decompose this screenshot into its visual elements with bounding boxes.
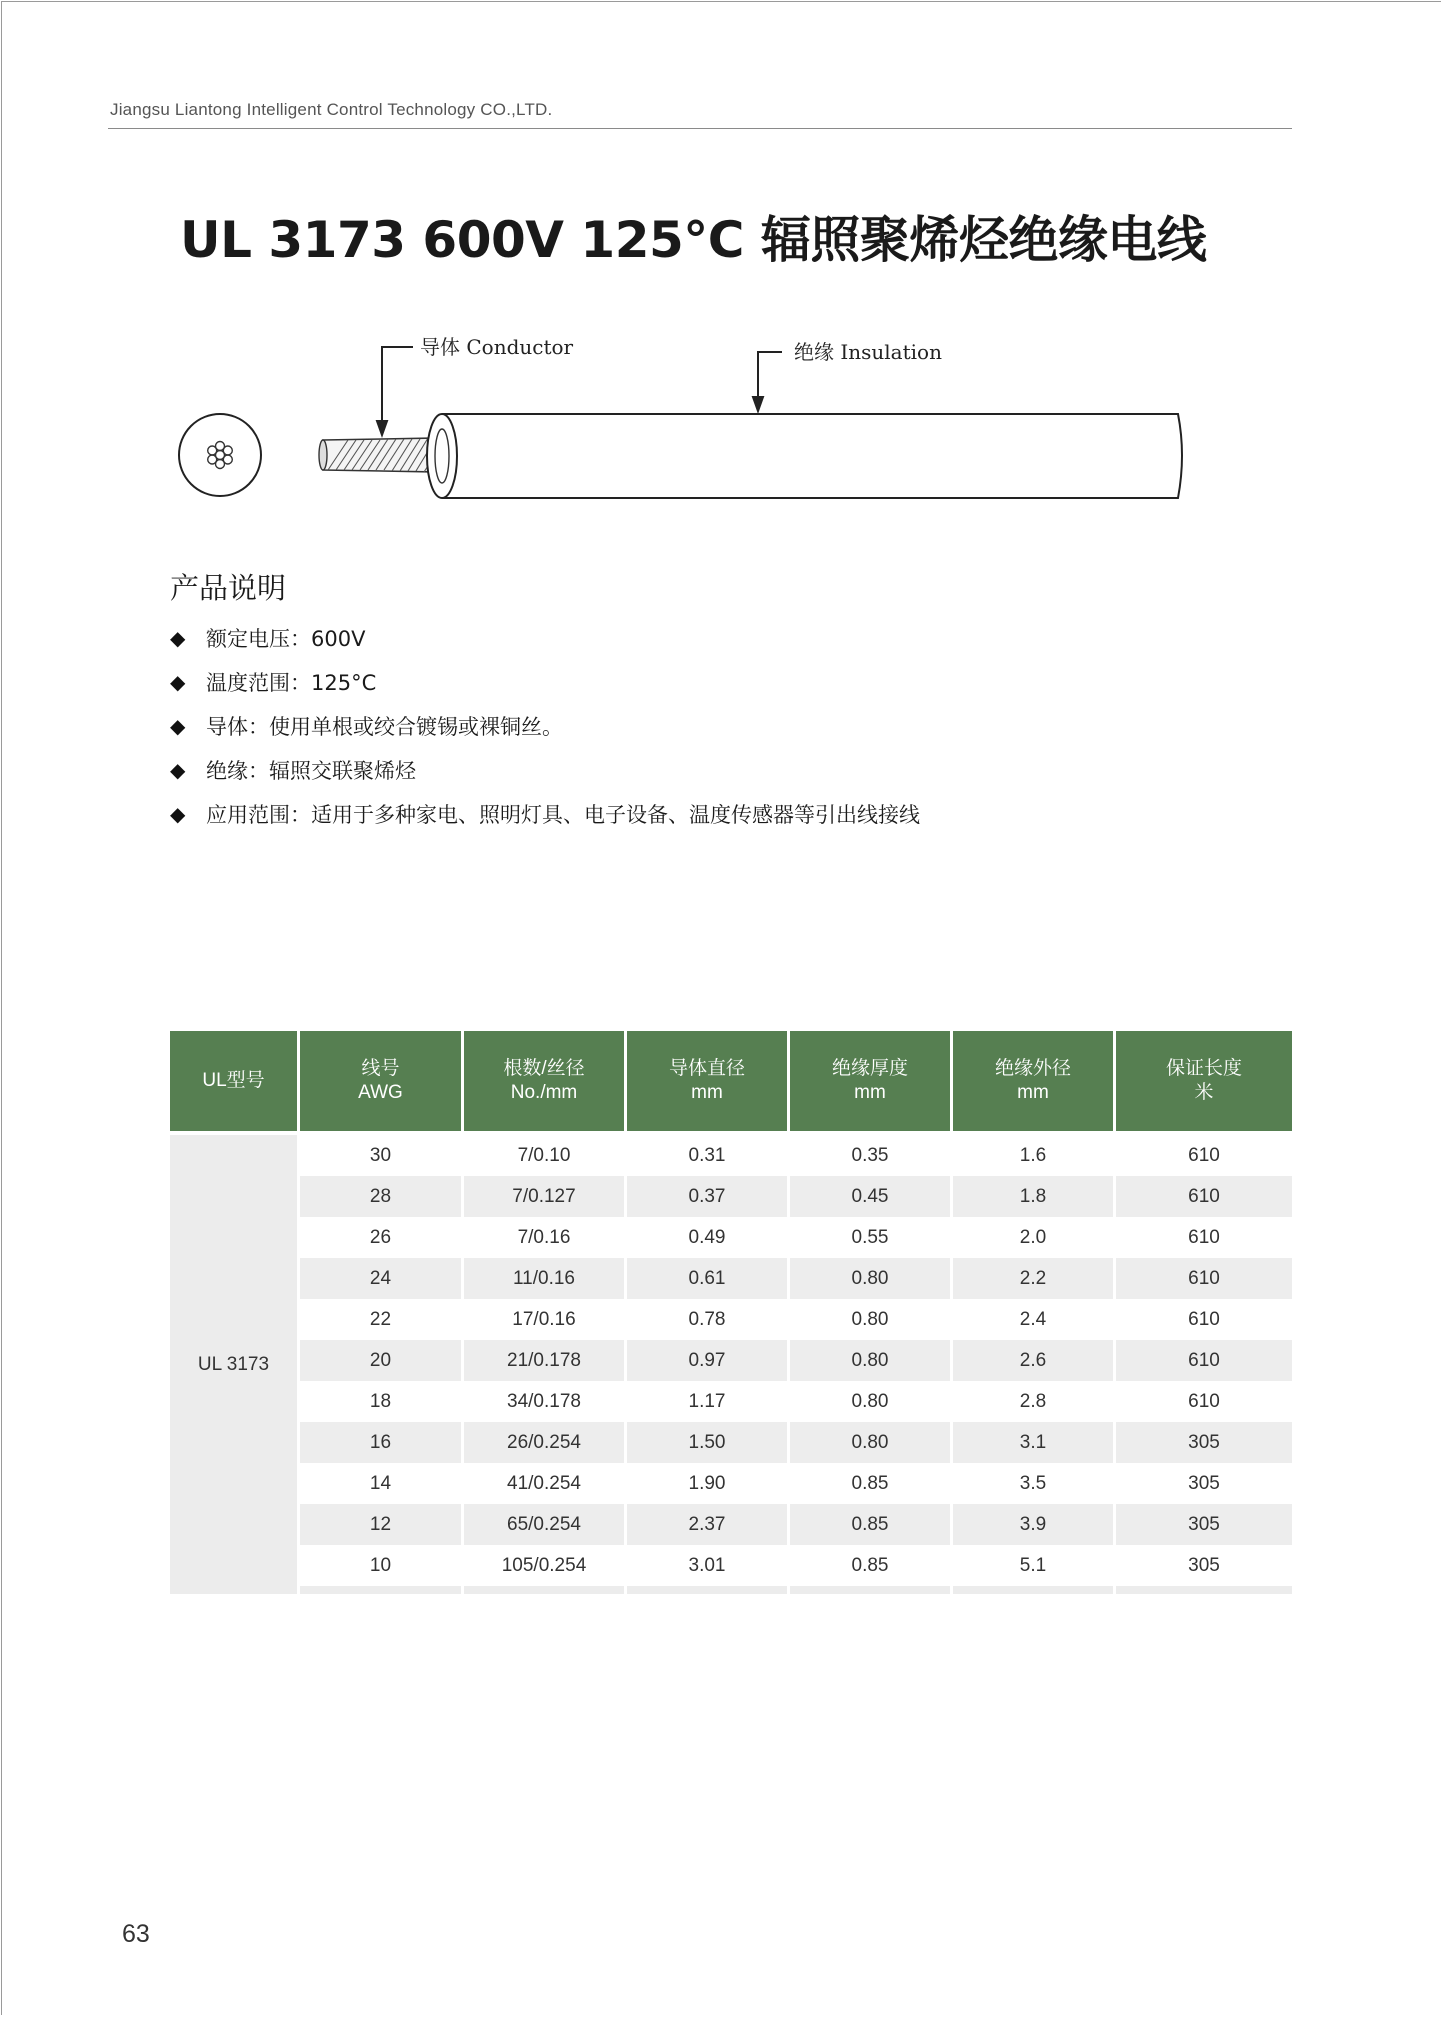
table-footer-strip bbox=[170, 1586, 1292, 1594]
table-row: 22 17/0.16 0.78 0.80 2.4 610 bbox=[170, 1299, 1292, 1340]
header-length: 保证长度 米 bbox=[1116, 1031, 1292, 1131]
page-frame bbox=[1, 1, 1441, 2015]
header-divider bbox=[108, 128, 1292, 129]
description-heading: 产品说明 bbox=[170, 571, 287, 605]
table-row: 12 65/0.254 2.37 0.85 3.9 305 bbox=[170, 1504, 1292, 1545]
list-item: ◆ 温度范围：125°C bbox=[170, 670, 377, 695]
insulation-label: 绝缘 Insulation bbox=[794, 340, 942, 364]
wire-diagram bbox=[160, 310, 1200, 510]
table-header-row bbox=[170, 1031, 1292, 1131]
conductor-strands-illustration bbox=[319, 438, 440, 472]
table-row: 10 105/0.254 3.01 0.85 5.1 305 bbox=[170, 1545, 1292, 1586]
list-item: ◆ 导体：使用单根或绞合镀锡或裸铜丝。 bbox=[170, 714, 563, 739]
company-name: Jiangsu Liantong Intelligent Control Technology CO.,LTD. bbox=[110, 100, 553, 119]
table-row: 18 34/0.178 1.17 0.80 2.8 610 bbox=[170, 1381, 1292, 1422]
table-row: 28 7/0.127 0.37 0.45 1.8 610 bbox=[170, 1176, 1292, 1217]
header-strands: 根数/丝径 No./mm bbox=[464, 1031, 627, 1131]
header-insulation-thickness: 绝缘厚度 mm bbox=[790, 1031, 953, 1131]
description-list bbox=[170, 616, 920, 836]
diamond-bullet-icon: ◆ bbox=[170, 626, 186, 650]
page-number: 63 bbox=[122, 1920, 150, 1948]
header-awg: 线号 AWG bbox=[300, 1031, 464, 1131]
diamond-bullet-icon: ◆ bbox=[170, 714, 186, 738]
spec-table bbox=[170, 1031, 1292, 1594]
diamond-bullet-icon: ◆ bbox=[170, 802, 186, 826]
table-row: 16 26/0.254 1.50 0.80 3.1 305 bbox=[170, 1422, 1292, 1463]
cross-section-illustration bbox=[179, 414, 261, 496]
list-item: ◆ 绝缘：辐照交联聚烯烃 bbox=[170, 758, 416, 783]
page-title: UL 3173 600V 125°C 辐照聚烯烃绝缘电线 bbox=[180, 211, 1207, 269]
insulation-jacket-illustration bbox=[427, 414, 1182, 498]
diamond-bullet-icon: ◆ bbox=[170, 758, 186, 782]
diamond-bullet-icon: ◆ bbox=[170, 670, 186, 694]
list-item: ◆ 应用范围：适用于多种家电、照明灯具、电子设备、温度传感器等引出线接线 bbox=[170, 802, 920, 827]
table-row: UL 3173 30 7/0.10 0.31 0.35 1.6 610 bbox=[170, 1131, 1292, 1176]
header-conductor-diameter: 导体直径 mm bbox=[627, 1031, 790, 1131]
conductor-label: 导体 Conductor bbox=[420, 335, 574, 359]
header-model: UL型号 bbox=[170, 1031, 300, 1131]
header-outer-diameter: 绝缘外径 mm bbox=[953, 1031, 1116, 1131]
table-row: 24 11/0.16 0.61 0.80 2.2 610 bbox=[170, 1258, 1292, 1299]
table-row: 14 41/0.254 1.90 0.85 3.5 305 bbox=[170, 1463, 1292, 1504]
table-row: 26 7/0.16 0.49 0.55 2.0 610 bbox=[170, 1217, 1292, 1258]
model-cell: UL 3173 bbox=[170, 1131, 300, 1594]
table-row: 20 21/0.178 0.97 0.80 2.6 610 bbox=[170, 1340, 1292, 1381]
list-item: ◆ 额定电压：600V bbox=[170, 626, 366, 651]
